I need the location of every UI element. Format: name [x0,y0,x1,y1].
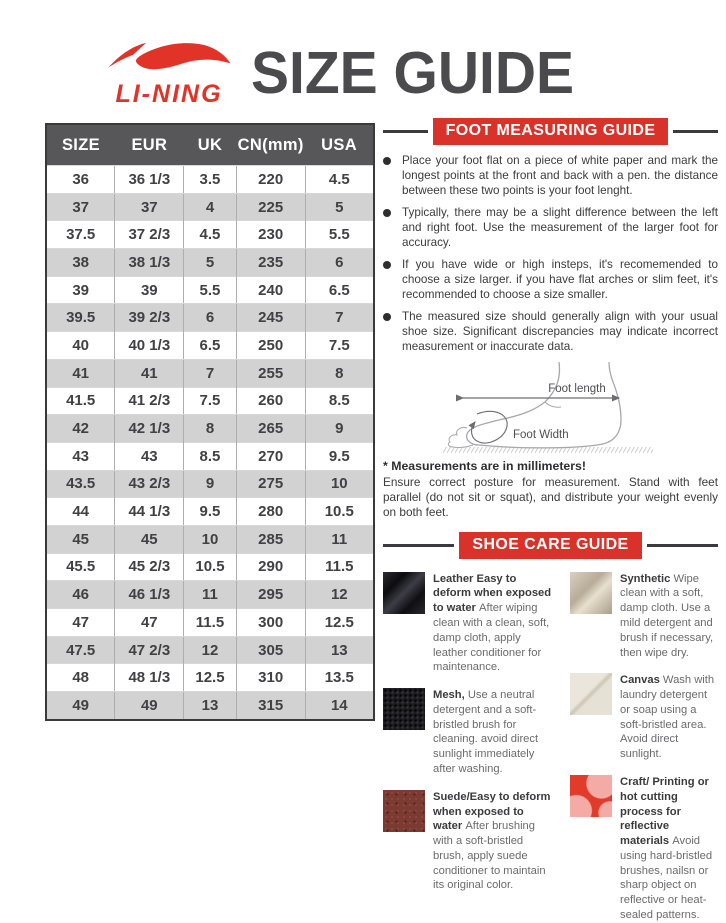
table-row [46,525,374,553]
table-cell: 39 [115,276,184,304]
table-cell: 37.5 [46,221,115,249]
table-cell: 45 [115,525,184,553]
care-item-text [620,572,718,661]
care-item-heading: Suede/Easy to deform when exposed to water [433,790,551,833]
lining-logo-text: LI-NING [115,80,223,108]
table-cell: 43 2/3 [115,470,184,498]
table-cell: 5 [184,249,236,277]
care-item-text [620,673,718,762]
banner-line-left [383,130,428,133]
table-cell: 300 [236,609,305,637]
table-cell: 10.5 [184,553,236,581]
care-item-heading: Mesh, [433,689,465,702]
table-cell: 310 [236,664,305,692]
table-cell: 9 [184,470,236,498]
care-item-heading: Leather Easy to deform when exposed to water [433,572,552,615]
table-cell: 38 1/3 [115,249,184,277]
care-item-heading: Canvas [620,674,660,687]
care-guide-banner-row [383,532,718,559]
table-cell: 8.5 [184,442,236,470]
table-cell: 41 [46,359,115,387]
table-cell: 6 [184,304,236,332]
table-cell: 12.5 [184,664,236,692]
table-cell: 9.5 [184,498,236,526]
table-cell: 43 [46,442,115,470]
table-cell: 41.5 [46,387,115,415]
table-cell: 230 [236,221,305,249]
bullet-icon [383,261,391,269]
table-cell: 14 [305,692,374,720]
table-cell: 7.5 [184,387,236,415]
banner-line-right [647,544,718,547]
column-header-eur: EUR [115,124,184,166]
table-cell: 40 [46,332,115,360]
table-cell: 13.5 [305,664,374,692]
measurement-note-title: * Measurements are in millimeters! [383,458,586,473]
table-cell: 7.5 [305,332,374,360]
foot-guide-banner-row [383,118,718,145]
table-cell: 43.5 [46,470,115,498]
bullet-text: Typically, there may be a slight difference between the left and right foot. Use the measurement of the larger foot for accuracy. [402,205,718,249]
table-cell: 6.5 [184,332,236,360]
bullet-icon [383,313,391,321]
care-item-text [433,572,556,675]
table-cell: 260 [236,387,305,415]
table-cell: 37 [46,193,115,221]
table-cell: 11.5 [305,553,374,581]
table-cell: 255 [236,359,305,387]
table-cell: 41 [115,359,184,387]
canvas-swatch-image [570,673,612,715]
table-cell: 49 [46,692,115,720]
table-cell: 250 [236,332,305,360]
suede-swatch-image [383,790,425,832]
table-row [46,166,374,194]
table-row [46,387,374,415]
table-cell: 47.5 [46,636,115,664]
table-cell: 47 [46,609,115,637]
leather-swatch-image [383,572,425,614]
table-cell: 39.5 [46,304,115,332]
lining-swoosh-icon [105,40,233,80]
table-cell: 290 [236,553,305,581]
table-cell: 10.5 [305,498,374,526]
care-item-heading: Synthetic [620,572,671,585]
synthetic-swatch-image [570,572,612,614]
table-cell: 39 2/3 [115,304,184,332]
mesh-swatch-image [383,688,425,730]
table-cell: 12 [184,636,236,664]
table-row [46,498,374,526]
table-cell: 8 [305,359,374,387]
table-cell: 315 [236,692,305,720]
table-cell: 13 [184,692,236,720]
table-cell: 5.5 [305,221,374,249]
care-item-text [433,688,556,777]
bullet-icon [383,209,391,217]
table-cell: 275 [236,470,305,498]
foot-width-arrow [471,411,507,443]
table-cell: 46 [46,581,115,609]
care-item-heading: Craft/ Printing or hot cutting process for reflective materials [620,775,709,848]
table-cell: 41 2/3 [115,387,184,415]
table-cell: 10 [184,525,236,553]
table-row [46,470,374,498]
table-row [46,249,374,277]
table-cell: 44 [46,498,115,526]
table-row [46,553,374,581]
column-header-usa: USA [305,124,374,166]
table-row [46,359,374,387]
table-cell: 36 [46,166,115,194]
banner-line-right [673,130,718,133]
care-item-body: Avoid using hard-bristled brushes, nailsn or sharp object on reflective or heat-sealed patterns. [620,835,713,922]
column-header-size: SIZE [46,124,115,166]
care-item-canvas [570,673,718,762]
table-cell: 45 [46,525,115,553]
table-cell: 295 [236,581,305,609]
care-item-body: Wipe clean with a soft, damp cloth. Use a mild detergent and brush if necessary, then wipe dry. [620,572,714,659]
table-cell: 4 [184,193,236,221]
size-table-header [46,124,374,166]
table-cell: 270 [236,442,305,470]
craft-swatch-image [570,775,612,817]
table-cell: 8.5 [305,387,374,415]
list-item [383,206,718,251]
table-cell: 8 [184,415,236,443]
list-item [383,154,718,199]
foot-measuring-guide-title: FOOT MEASURING GUIDE [433,118,669,145]
table-cell: 39 [46,276,115,304]
care-item-leather [383,572,556,675]
care-item-body: After brushing with a soft-bristled brush, apply suede conditioner to maintain its original color. [433,820,546,892]
table-cell: 46 1/3 [115,581,184,609]
bullet-text: If you have wide or high insteps, it's recomemended to choose a size larger. if you have flat arches or slim feet, it's recommended to choose a size smaller. [402,257,718,301]
table-cell: 235 [236,249,305,277]
table-row [46,304,374,332]
banner-line-left [383,544,454,547]
page-title: SIZE GUIDE [251,39,575,107]
table-cell: 13 [305,636,374,664]
table-cell: 265 [236,415,305,443]
column-header-uk: UK [184,124,236,166]
table-cell: 10 [305,470,374,498]
table-cell: 280 [236,498,305,526]
care-item-body: Use a neutral detergent and a soft-bristled brush for cleaning. avoid direct sunlight immediately after washing. [433,689,539,775]
table-row [46,609,374,637]
care-item-text [620,775,718,923]
table-cell: 220 [236,166,305,194]
table-cell: 43 [115,442,184,470]
table-cell: 48 [46,664,115,692]
table-cell: 47 [115,609,184,637]
table-cell: 37 2/3 [115,221,184,249]
table-row [46,692,374,720]
table-cell: 48 1/3 [115,664,184,692]
foot-length-label: Foot length [547,382,606,395]
table-cell: 44 1/3 [115,498,184,526]
care-item-body: After wiping clean with a clean, soft, damp cloth, apply leather conditioner for maintenance. [433,602,550,674]
shoe-care-guide-title: SHOE CARE GUIDE [459,532,641,559]
table-cell: 240 [236,276,305,304]
table-cell: 5 [305,193,374,221]
table-cell: 9 [305,415,374,443]
table-cell: 45.5 [46,553,115,581]
right-column [383,118,718,923]
table-row [46,442,374,470]
table-cell: 42 [46,415,115,443]
table-cell: 11 [184,581,236,609]
table-row [46,636,374,664]
table-cell: 4.5 [184,221,236,249]
table-cell: 305 [236,636,305,664]
table-cell: 245 [236,304,305,332]
care-item-suede [383,790,556,893]
list-item [383,258,718,303]
table-cell: 40 1/3 [115,332,184,360]
table-row [46,581,374,609]
care-column-left [383,572,556,923]
table-cell: 7 [305,304,374,332]
table-cell: 12.5 [305,609,374,637]
table-cell: 5.5 [184,276,236,304]
bullet-text: Place your foot flat on a piece of white paper and mark the longest points at the front and back with a pen. the distance between these two points is your foot lenght. [402,154,718,197]
size-table [45,123,375,721]
table-cell: 9.5 [305,442,374,470]
measurement-note-body: Ensure correct posture for measurement. Stand with feet parallel (do not sit or squat), and distribute your weight evenly on both feet. [383,474,718,520]
table-cell: 42 1/3 [115,415,184,443]
bullet-icon [383,157,391,165]
table-cell: 6.5 [305,276,374,304]
lining-logo [98,40,240,107]
table-cell: 285 [236,525,305,553]
table-row [46,664,374,692]
column-header-cn: CN(mm) [236,124,305,166]
page-header [0,36,726,116]
table-row [46,415,374,443]
table-row [46,276,374,304]
care-item-mesh [383,688,556,777]
table-cell: 12 [305,581,374,609]
foot-measuring-diagram [391,362,711,454]
table-cell: 7 [184,359,236,387]
table-cell: 38 [46,249,115,277]
foot-width-label: Foot Width [512,428,569,441]
table-cell: 37 [115,193,184,221]
table-cell: 3.5 [184,166,236,194]
table-cell: 11 [305,525,374,553]
table-row [46,193,374,221]
table-cell: 4.5 [305,166,374,194]
care-item-craft [570,775,718,923]
table-cell: 225 [236,193,305,221]
care-item-synthetic [570,572,718,661]
table-cell: 49 [115,692,184,720]
table-row [46,221,374,249]
table-cell: 45 2/3 [115,553,184,581]
care-column-right [570,572,718,923]
table-cell: 47 2/3 [115,636,184,664]
size-table-body [46,166,374,720]
table-cell: 6 [305,249,374,277]
bullet-text: The measured size should generally align with your usual shoe size. Significant discrepancies may indicate incorrect measurement or inaccurate data. [402,309,718,353]
foot-guide-bullet-list [383,154,718,355]
table-cell: 36 1/3 [115,166,184,194]
care-item-body: Wash with laundry detergent or soap using a soft-bristled area. Avoid direct sunlight. [620,674,715,761]
care-guide-grid [383,572,718,923]
care-item-text [433,790,556,893]
table-cell: 11.5 [184,609,236,637]
table-row [46,332,374,360]
list-item [383,310,718,355]
